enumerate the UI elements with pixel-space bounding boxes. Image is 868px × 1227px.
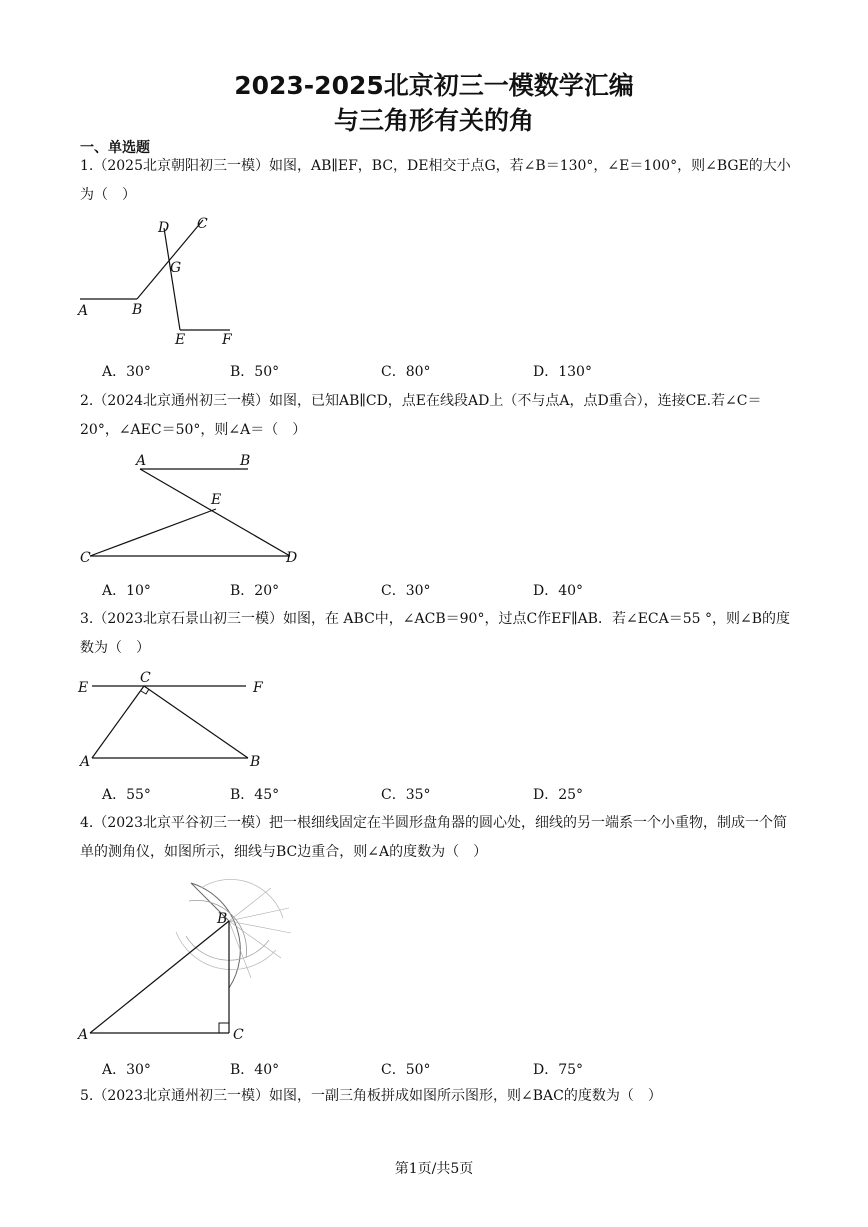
q3-label-C: C	[140, 670, 151, 686]
q1-label-C: C	[197, 216, 208, 232]
q1-label-G: G	[170, 260, 182, 276]
q3-option-d[interactable]: D．25°	[533, 787, 584, 803]
q1-label-B: B	[132, 302, 143, 318]
question-1-text: 1.（2025北京朝阳初三一模）如图，AB∥EF，BC，DE相交于点G，若∠B＝130°，∠E＝100°，则∠BGE的大小为（ ）	[80, 158, 791, 203]
q4-option-d[interactable]: D．75°	[533, 1062, 584, 1078]
q2-option-a[interactable]: A．10°	[102, 583, 151, 599]
q4-option-a[interactable]: A．30°	[102, 1062, 151, 1078]
q3-label-B: B	[250, 754, 261, 770]
question-4-text: 4.（2023北京平谷初三一模）把一根细线固定在半圆形盘角器的圆心处，细线的另一端系一个小重物，制成一个简单的测角仪，如图所示，细线与BC边重合，则∠A的度数为（ ）	[80, 815, 787, 860]
q2-option-d[interactable]: D．40°	[533, 583, 584, 599]
q3-label-F: F	[253, 680, 263, 696]
q1-label-E: E	[175, 332, 186, 348]
q1-option-c[interactable]: C．80°	[381, 364, 431, 380]
q1-label-A: A	[78, 303, 89, 319]
page-title-line1: 2023-2025北京初三一模数学汇编	[234, 71, 634, 100]
figure-q1	[70, 210, 250, 350]
q2-label-C: C	[80, 550, 91, 566]
figure-q2	[78, 450, 308, 570]
q3-option-c[interactable]: C．35°	[381, 787, 431, 803]
q2-label-D: D	[286, 550, 298, 566]
q2-option-b[interactable]: B．20°	[230, 583, 280, 599]
q1-option-a[interactable]: A．30°	[102, 364, 151, 380]
q3-option-b[interactable]: B．45°	[230, 787, 280, 803]
q4-label-C: C	[233, 1027, 244, 1043]
q3-label-A: A	[80, 754, 91, 770]
q1-label-F: F	[222, 332, 232, 348]
protractor-icon	[176, 879, 291, 988]
q4-option-c[interactable]: C．50°	[381, 1062, 431, 1078]
q4-option-b[interactable]: B．40°	[230, 1062, 280, 1078]
section-heading: 一、单选题	[80, 140, 150, 156]
question-2-text: 2.（2024北京通州初三一模）如图，已知AB∥CD，点E在线段AD上（不与点A，点D重合），连接CE.若∠C＝20°，∠AEC＝50°，则∠A＝（ ）	[80, 393, 762, 438]
q1-option-d[interactable]: D．130°	[533, 364, 592, 380]
figure-q4	[76, 878, 306, 1043]
q2-label-E: E	[211, 492, 222, 508]
q2-label-A: A	[136, 453, 147, 469]
q2-option-c[interactable]: C．30°	[381, 583, 431, 599]
q4-label-B: B	[217, 911, 228, 927]
page-title-line2: 与三角形有关的角	[333, 106, 534, 135]
q3-label-E: E	[78, 680, 89, 696]
question-5-text: 5.（2023北京通州初三一模）如图，一副三角板拼成如图所示图形，则∠BAC的度数为（ ）	[80, 1088, 662, 1104]
question-3-text: 3.（2023北京石景山初三一模）如图，在 ABC中，∠ACB＝90°，过点C作EF∥AB．若∠ECA＝55 °，则∠B的度数为（ ）	[80, 611, 791, 656]
q4-label-A: A	[78, 1027, 89, 1043]
figure-q3	[78, 668, 278, 773]
q3-option-a[interactable]: A．55°	[102, 787, 151, 803]
q1-label-D: D	[158, 220, 170, 236]
page-footer: 第1页/共5页	[394, 1161, 474, 1177]
q1-option-b[interactable]: B．50°	[230, 364, 280, 380]
q2-label-B: B	[240, 453, 251, 469]
